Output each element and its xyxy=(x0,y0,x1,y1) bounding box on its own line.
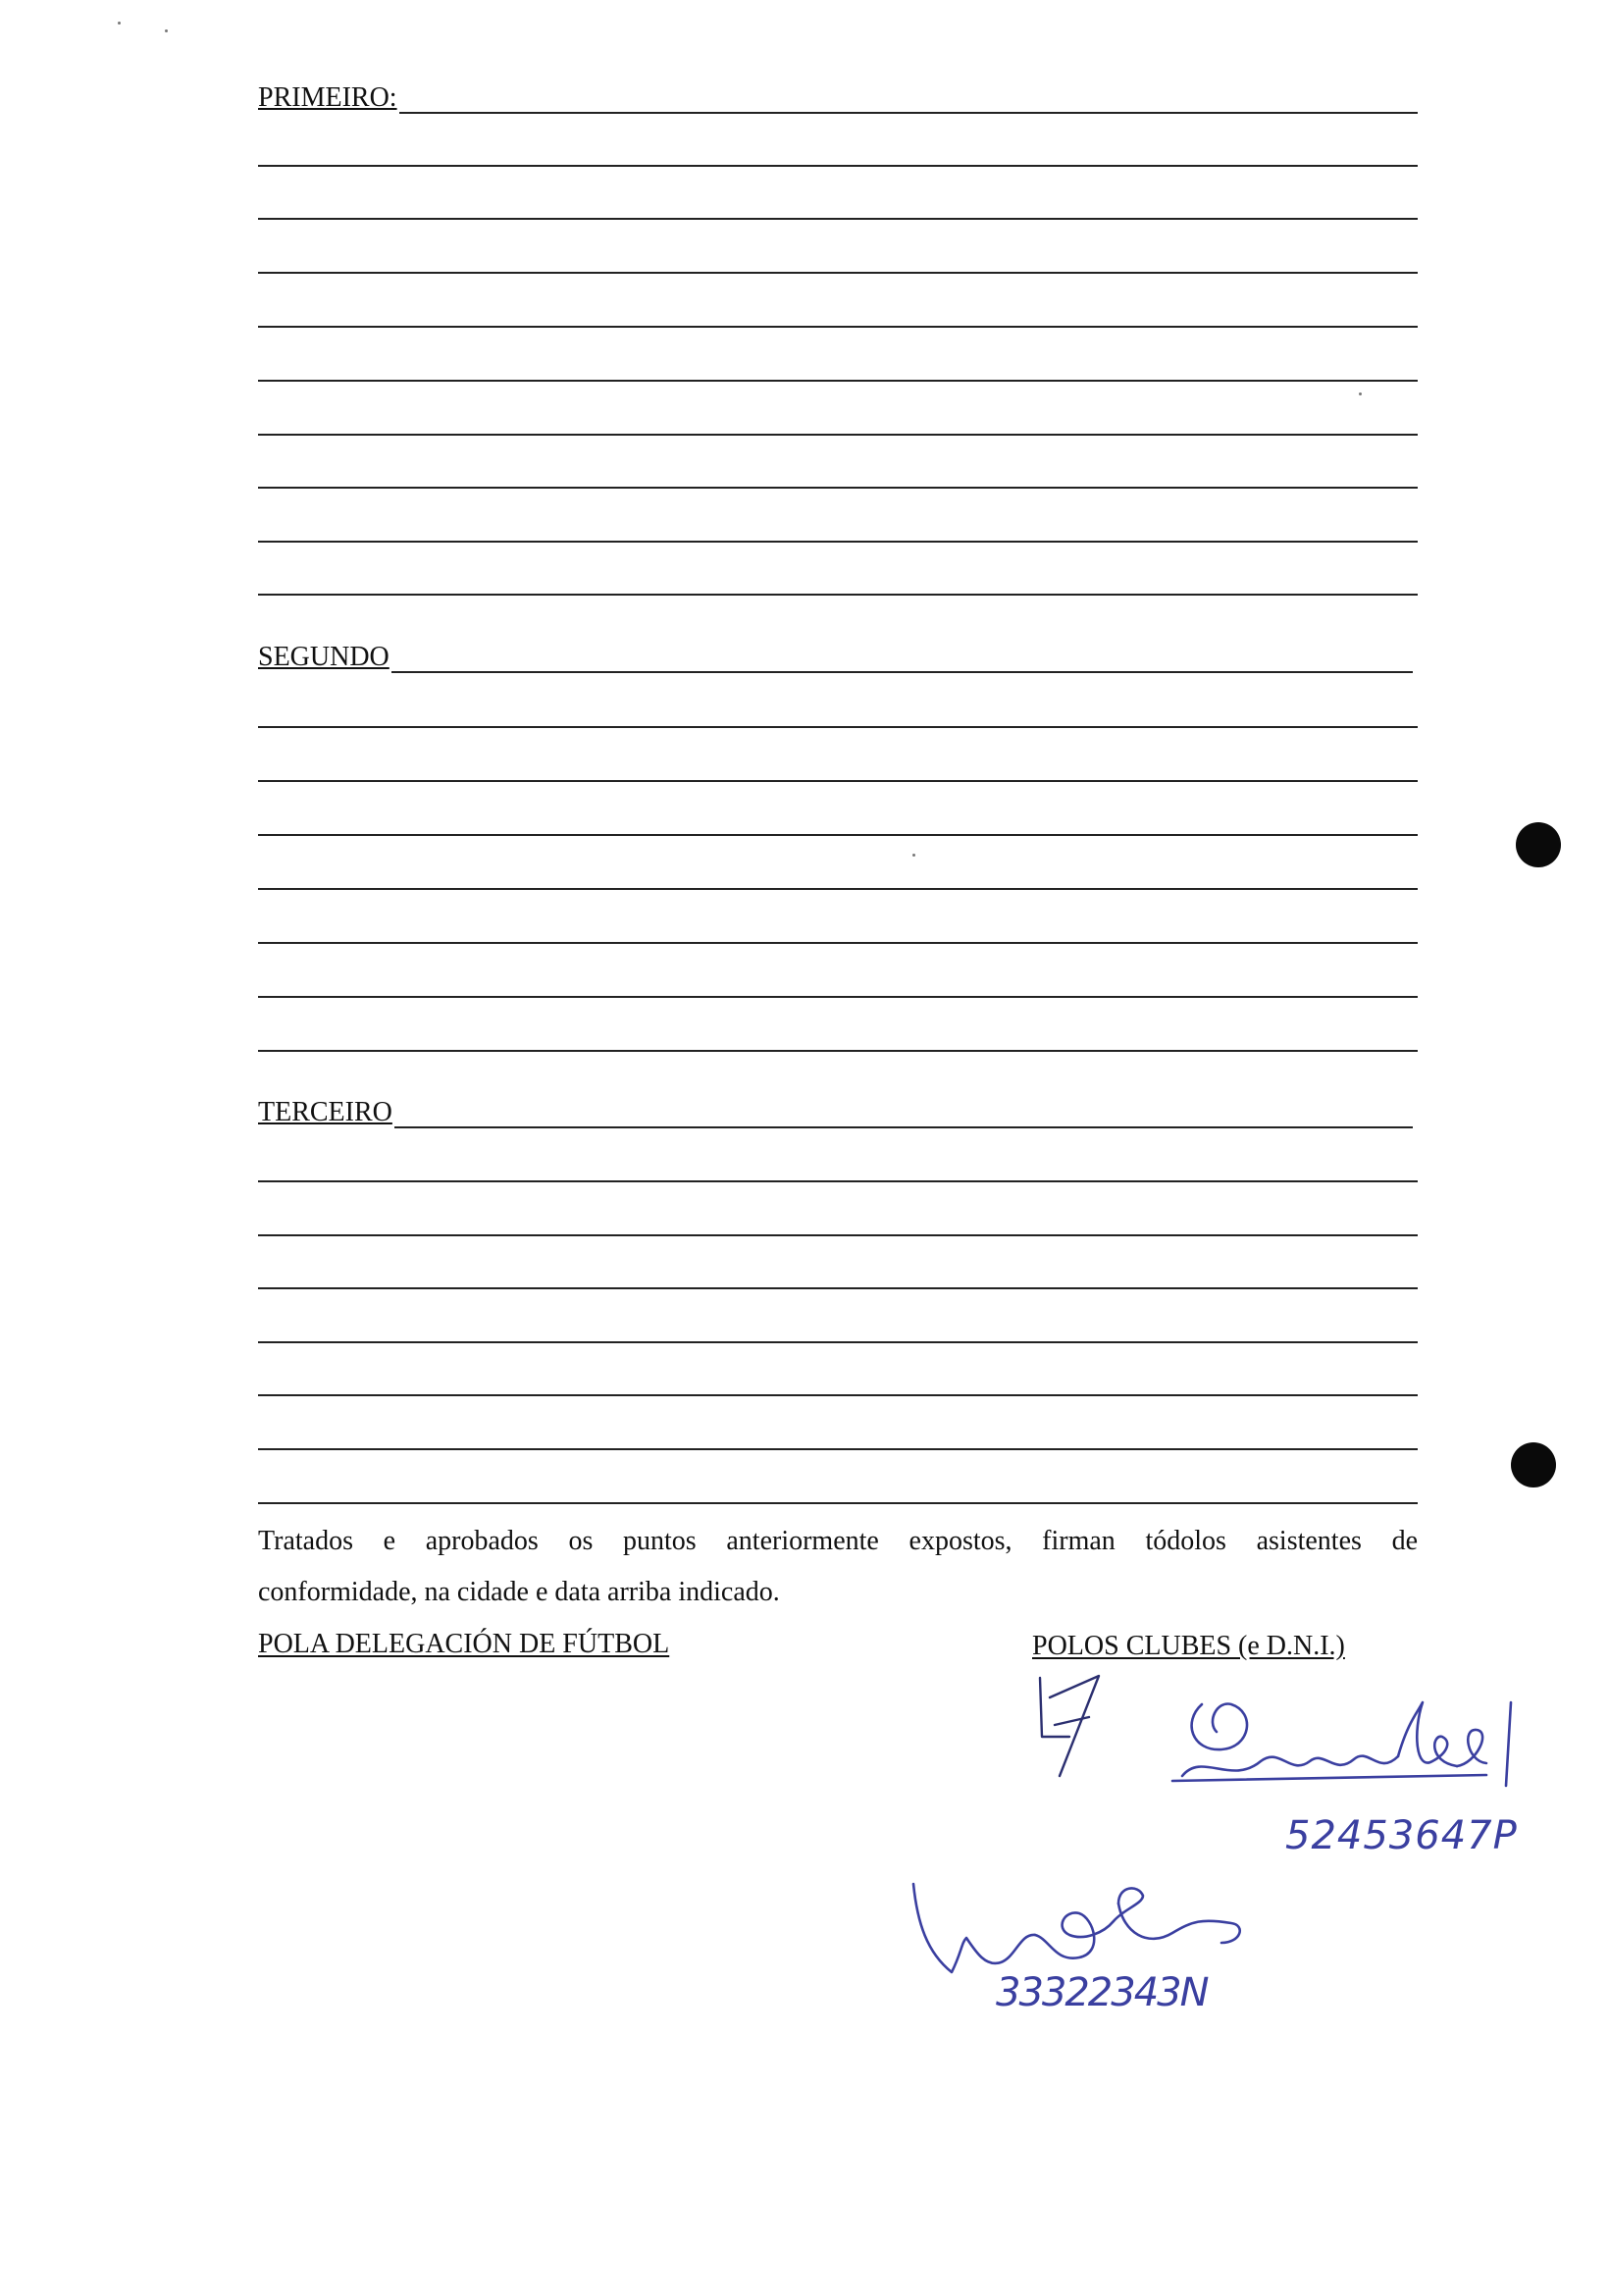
closing-line-2: conformidade, na cidade e data arriba indicado. xyxy=(258,1577,780,1607)
section-primeiro-rule xyxy=(399,112,1418,114)
blank-line xyxy=(258,1180,1418,1182)
blank-line xyxy=(258,1502,1418,1504)
blank-line xyxy=(258,1050,1418,1052)
blank-line xyxy=(258,541,1418,543)
blank-line xyxy=(258,834,1418,836)
scan-speck xyxy=(118,22,121,25)
blank-line xyxy=(258,326,1418,328)
punch-hole xyxy=(1511,1442,1556,1487)
section-primeiro-label: PRIMEIRO: xyxy=(258,82,397,113)
closing-line-1: Tratados e aprobados os puntos anteriormente expostos, firman tódolos asistentes de xyxy=(258,1526,1418,1556)
scan-speck xyxy=(165,29,168,32)
club-signature-2-dni-text: 33322343N xyxy=(996,1970,1208,2015)
blank-line xyxy=(258,942,1418,944)
section-segundo-label: SEGUNDO xyxy=(258,642,389,672)
blank-line xyxy=(258,1234,1418,1236)
punch-hole xyxy=(1516,822,1561,867)
closing-paragraph xyxy=(258,1516,1418,1618)
blank-line xyxy=(258,1287,1418,1289)
club-signature-2-dni xyxy=(996,1953,1271,2021)
clubs-signature-label: POLOS CLUBES (e D.N.I.) xyxy=(1032,1631,1345,1661)
section-segundo xyxy=(258,618,1413,673)
blank-line xyxy=(258,726,1418,728)
blank-line xyxy=(258,996,1418,998)
blank-line xyxy=(258,380,1418,382)
blank-line xyxy=(258,434,1418,436)
club-signature-1-dni-text: 52453647P xyxy=(1285,1813,1518,1858)
section-primeiro xyxy=(258,59,1418,114)
delegation-signature-label: POLA DELEGACIÓN DE FÚTBOL xyxy=(258,1629,670,1659)
blank-line xyxy=(258,487,1418,489)
section-segundo-rule xyxy=(391,671,1413,673)
blank-line xyxy=(258,272,1418,274)
club-signature-1 xyxy=(1163,1693,1535,1810)
handwritten-initial xyxy=(1030,1668,1118,1786)
blank-line xyxy=(258,218,1418,220)
section-terceiro-rule xyxy=(394,1126,1413,1128)
blank-line xyxy=(258,165,1418,167)
blank-line xyxy=(258,780,1418,782)
blank-line xyxy=(258,1341,1418,1343)
scan-speck xyxy=(912,854,915,857)
blank-line xyxy=(258,594,1418,596)
blank-line xyxy=(258,1448,1418,1450)
section-terceiro xyxy=(258,1073,1413,1128)
section-terceiro-label: TERCEIRO xyxy=(258,1097,392,1127)
club-signature-1-dni xyxy=(1285,1805,1560,1864)
blank-line xyxy=(258,1394,1418,1396)
blank-line xyxy=(258,888,1418,890)
scan-speck xyxy=(1359,392,1362,395)
